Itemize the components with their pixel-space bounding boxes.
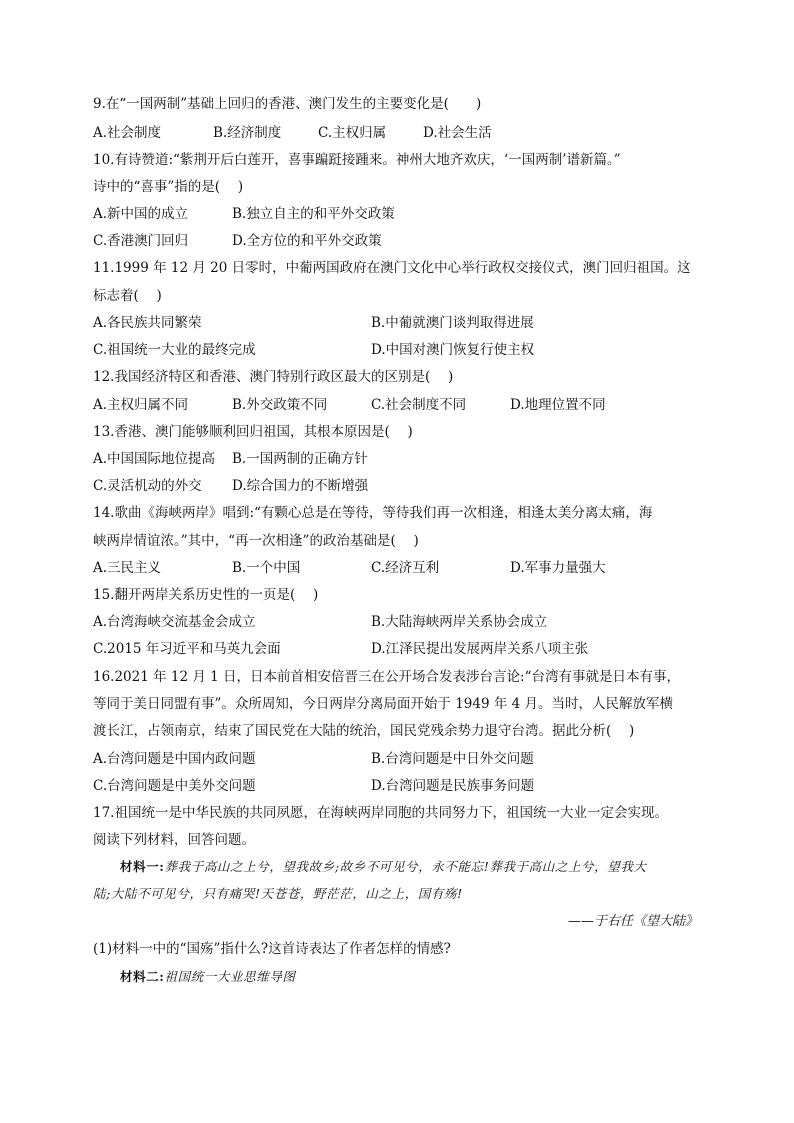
- material-two-label: 材料二:: [120, 969, 165, 984]
- question-11-stem-line2: 标志着( ): [93, 288, 162, 304]
- question-9-option-a: A.社会制度: [93, 125, 162, 141]
- question-16-option-c: C.台湾问题是中美外交问题: [93, 778, 256, 794]
- question-14-stem-line2: 峡两岸情谊浓。”其中，“再一次相逢”的政治基础是( ): [93, 533, 419, 549]
- question-11-option-d: D.中国对澳门恢复行使主权: [371, 342, 535, 358]
- material-two-line: [120, 968, 296, 986]
- question-10-option-c: C.香港澳门回归: [93, 233, 189, 249]
- question-11-option-b: B.中葡就澳门谈判取得进展: [371, 315, 534, 331]
- question-12-option-b: B.外交政策不同: [232, 397, 328, 413]
- material-one-source: ——于右任《望大陆》: [567, 914, 698, 929]
- question-14-stem-line1: 14.歌曲《海峡两岸》唱到:“有颗心总是在等待，等待我们再一次相逢，相逢太美分离太痛，海: [93, 505, 653, 521]
- question-14-option-d: D.军事力量强大: [510, 560, 606, 576]
- question-11-option-c: C.祖国统一大业的最终完成: [93, 342, 256, 358]
- question-13-option-a: A.中国国际地位提高: [93, 451, 216, 467]
- question-15-option-a: A.台湾海峡交流基金会成立: [93, 614, 256, 630]
- question-15-stem: 15.翻开两岸关系历史性的一页是( ): [93, 587, 319, 603]
- question-12-option-a: A.主权归属不同: [93, 397, 189, 413]
- question-9-option-b: B.经济制度: [213, 125, 282, 141]
- question-17-stem-line1: 17.祖国统一是中华民族的共同夙愿，在海峡两岸同胞的共同努力下，祖国统一大业一定会实现。: [93, 805, 668, 821]
- material-two-text: 祖国统一大业思维导图: [164, 969, 296, 984]
- question-10-option-b: B.独立自主的和平外交政策: [232, 206, 395, 222]
- question-11-stem-line1: 11.1999 年 12 月 20 日零时，中葡两国政府在澳门文化中心举行政权交接仪式，澳门回归祖国。这: [93, 260, 691, 276]
- question-9-option-c: C.主权归属: [318, 125, 387, 141]
- question-16-stem-line3: 渡长江，占领南京，结束了国民党在大陆的统治，国民党残余势力退守台湾。据此分析( ): [93, 723, 635, 739]
- question-16-option-b: B.台湾问题是中日外交问题: [371, 751, 534, 767]
- question-14-option-c: C.经济互利: [371, 560, 440, 576]
- question-14-option-b: B.一个中国: [232, 560, 301, 576]
- question-13-option-c: C.灵活机动的外交: [93, 478, 202, 494]
- question-15-option-c: C.2015 年习近平和马英九会面: [93, 641, 281, 657]
- material-one-text-line2: 陆;大陆不可见兮，只有痛哭!天苍苍，野茫茫，山之上，国有殇!: [93, 886, 463, 901]
- question-17-stem-line2: 阅读下列材料，回答问题。: [93, 832, 255, 848]
- question-16-stem-line2: 等同于美日同盟有事”。众所周知，今日两岸分离局面开始于 1949 年 4 月。当时，人民解放军横: [93, 696, 674, 712]
- question-12-option-c: C.社会制度不同: [371, 397, 467, 413]
- question-13-option-d: D.综合国力的不断增强: [232, 478, 369, 494]
- question-14-option-a: A.三民主义: [93, 560, 162, 576]
- question-12-stem: 12.我国经济特区和香港、澳门特别行政区最大的区别是( ): [93, 369, 454, 385]
- question-10-stem-line1: 10.有诗赞道:“紫荆开后白莲开，喜事蹁跹接踵来。神州大地齐欢庆，‘一国两制’谱新篇。”: [93, 152, 621, 168]
- question-10-option-d: D.全方位的和平外交政策: [232, 233, 382, 249]
- question-15-option-b: B.大陆海峡两岸关系协会成立: [371, 614, 548, 630]
- question-17-subquestion-1: (1)材料一中的“国殇”指什么?这首诗表达了作者怎样的情感?: [93, 941, 451, 957]
- material-one-line1: [120, 858, 647, 876]
- question-12-option-d: D.地理位置不同: [510, 397, 606, 413]
- question-13-stem: 13.香港、澳门能够顺利回归祖国，其根本原因是( ): [93, 424, 413, 440]
- question-13-option-b: B.一国两制的正确方针: [232, 451, 368, 467]
- question-11-option-a: A.各民族共同繁荣: [93, 315, 202, 331]
- material-one-text-line1: 葬我于高山之上兮，望我故乡;故乡不可见兮，永不能忘!葬我于高山之上兮，望我大: [164, 859, 647, 874]
- question-10-option-a: A.新中国的成立: [93, 206, 189, 222]
- question-15-option-d: D.江泽民提出发展两岸关系八项主张: [371, 641, 589, 657]
- question-10-stem-line2: 诗中的“喜事”指的是( ): [93, 179, 244, 195]
- question-16-stem-line1: 16.2021 年 12 月 1 日，日本前首相安倍晋三在公开场合发表涉台言论:“台湾有事就是日本有事，: [93, 669, 680, 685]
- question-16-option-a: A.台湾问题是中国内政问题: [93, 751, 256, 767]
- question-9-stem: 9.在“一国两制”基础上回归的香港、澳门发生的主要变化是( ): [93, 96, 482, 112]
- question-9-option-d: D.社会生活: [423, 125, 492, 141]
- question-16-option-d: D.台湾问题是民族事务问题: [371, 778, 535, 794]
- material-one-label: 材料一:: [120, 859, 165, 874]
